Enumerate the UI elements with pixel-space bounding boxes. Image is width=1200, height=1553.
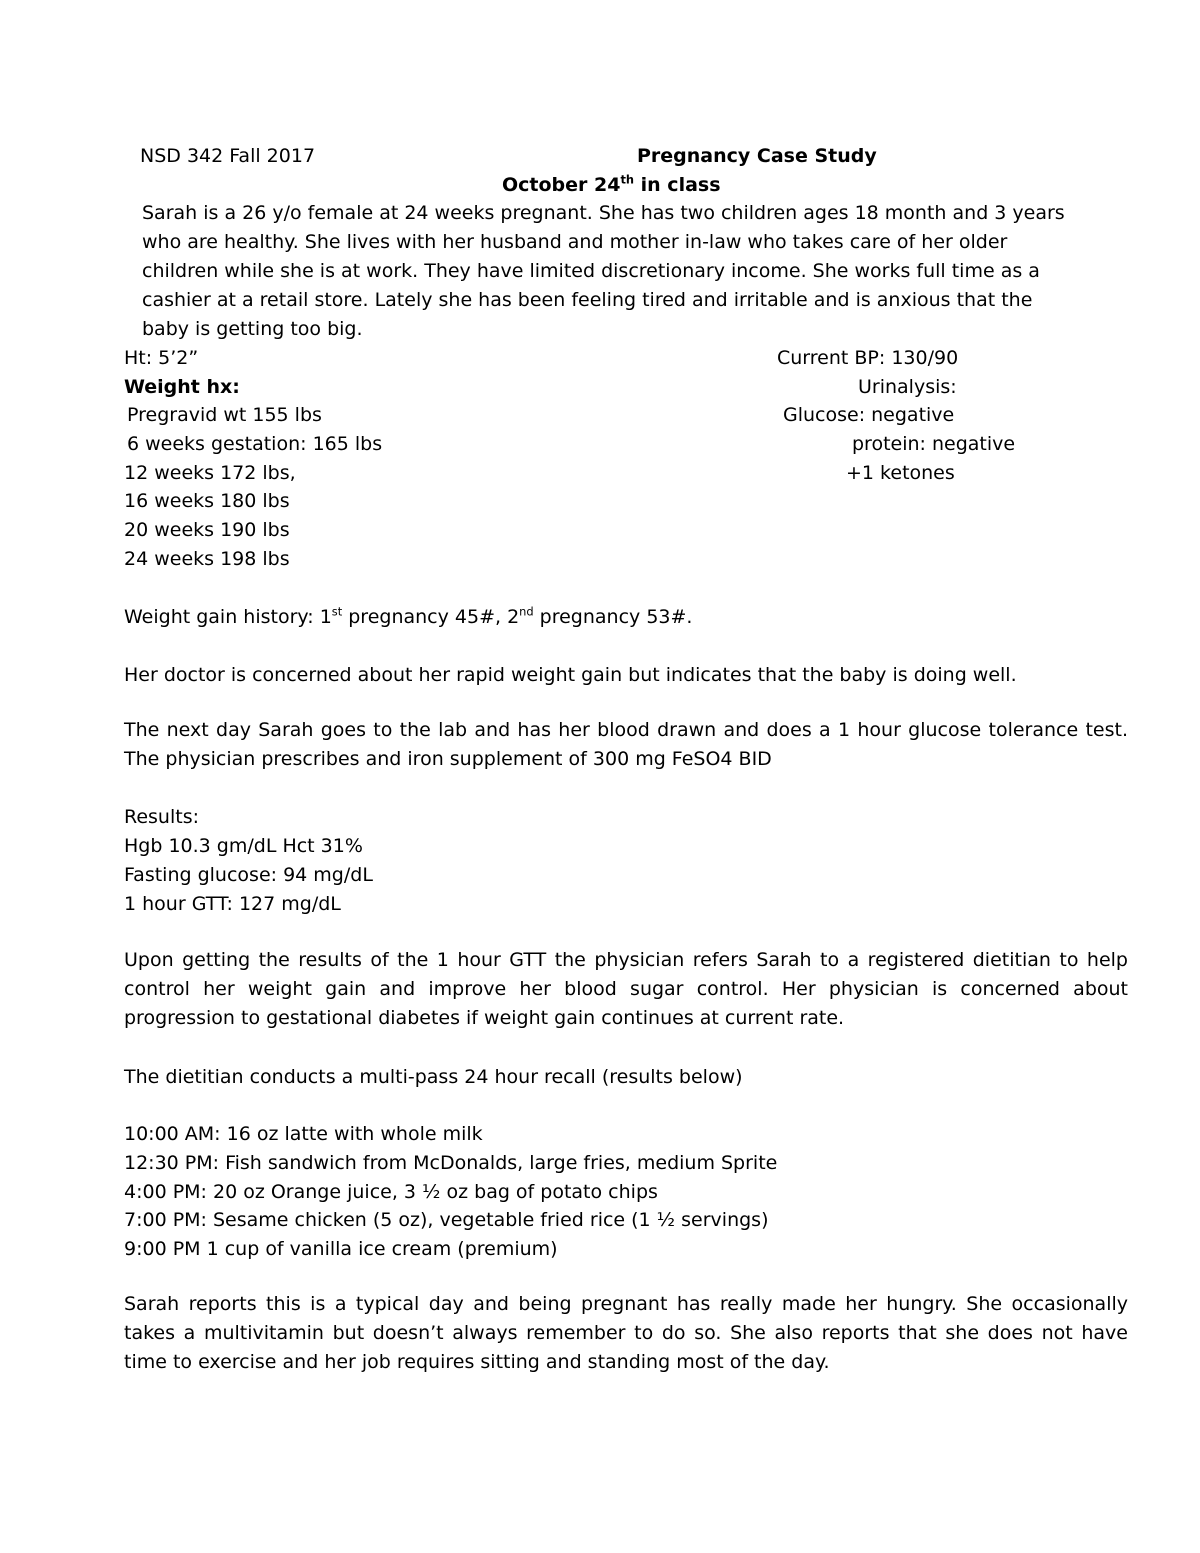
intro-line: who are healthy. She lives with her husband and mother in-law who takes care of her older [142,231,1008,253]
recall-item: 10:00 AM: 16 oz latte with whole milk [124,1123,483,1145]
weight-gain-history-sup-second: nd [519,604,534,619]
referral-paragraph: Upon getting the results of the 1 hour GTT the physician refers Sarah to a registered dietitian to help control her weight gain and improve her blood sugar control. Her physician is concerned about progression to gestational diabetes if weight gain continues at current rate. [124,949,1128,1029]
height: Ht: 5’2” [124,347,199,369]
weight-entry: 12 weeks 172 lbs, [124,462,296,484]
recall-item: 7:00 PM: Sesame chicken (5 oz), vegetable fried rice (1 ½ servings) [124,1209,769,1231]
urinalysis-glucose: Glucose: negative [783,404,955,426]
urinalysis-ketones: +1 ketones [846,462,955,484]
weight-gain-history-suffix: pregnancy 53#. [533,606,693,628]
results-label: Results: [124,806,200,828]
class-date-suffix: in class [634,174,721,196]
course-label: NSD 342 Fall 2017 [140,145,316,167]
weight-entry: 16 weeks 180 lbs [124,490,290,512]
weight-gain-history-sup-first: st [331,604,343,619]
result-item: Fasting glucose: 94 mg/dL [124,864,373,886]
class-date-superscript: th [620,172,635,187]
weight-history-label: Weight hx: [124,376,240,398]
recall-item: 4:00 PM: 20 oz Orange juice, 3 ½ oz bag of potato chips [124,1181,658,1203]
recall-intro: The dietitian conducts a multi-pass 24 hour recall (results below) [124,1066,743,1088]
weight-entry: 20 weeks 190 lbs [124,519,290,541]
intro-line: Sarah is a 26 y/o female at 24 weeks pregnant. She has two children ages 18 month and 3 years [142,202,1065,224]
page-title: Pregnancy Case Study [637,145,877,167]
doctor-concern: Her doctor is concerned about her rapid weight gain but indicates that the baby is doing well. [124,664,1017,686]
weight-gain-history [124,604,693,628]
blood-pressure: Current BP: 130/90 [777,347,959,369]
intro-line: baby is getting too big. [142,318,363,340]
intro-line: children while she is at work. They have limited discretionary income. She works full time as a [142,260,1040,282]
intro-paragraph [142,199,1065,344]
class-date-prefix: October 24 [502,174,621,196]
class-date [502,172,721,196]
weight-entry: 24 weeks 198 lbs [124,548,290,570]
recall-item: 9:00 PM 1 cup of vanilla ice cream (premium) [124,1238,558,1260]
recall-item: 12:30 PM: Fish sandwich from McDonalds, large fries, medium Sprite [124,1152,778,1174]
result-item: Hgb 10.3 gm/dL Hct 31% [124,835,363,857]
weight-entry: Pregravid wt 155 lbs [127,404,322,426]
closing-paragraph: Sarah reports this is a typical day and being pregnant has really made her hungry. She occasionally takes a multivitamin but doesn’t always remember to do so. She also reports that she does not have time to exercise and her job requires sitting and standing most of the day. [124,1293,1128,1373]
result-item: 1 hour GTT: 127 mg/dL [124,893,341,915]
weight-gain-history-prefix: Weight gain history: 1 [124,606,332,628]
intro-line: cashier at a retail store. Lately she has been feeling tired and irritable and is anxious that the [142,289,1033,311]
urinalysis-label: Urinalysis: [858,376,957,398]
lab-visit-paragraph: The next day Sarah goes to the lab and has her blood drawn and does a 1 hour glucose tolerance test. The physician prescribes and iron supplement of 300 mg FeSO4 BID [124,719,1128,770]
weight-gain-history-mid: pregnancy 45#, 2 [342,606,520,628]
weight-entry: 6 weeks gestation: 165 lbs [127,433,383,455]
urinalysis-protein: protein: negative [852,433,1016,455]
